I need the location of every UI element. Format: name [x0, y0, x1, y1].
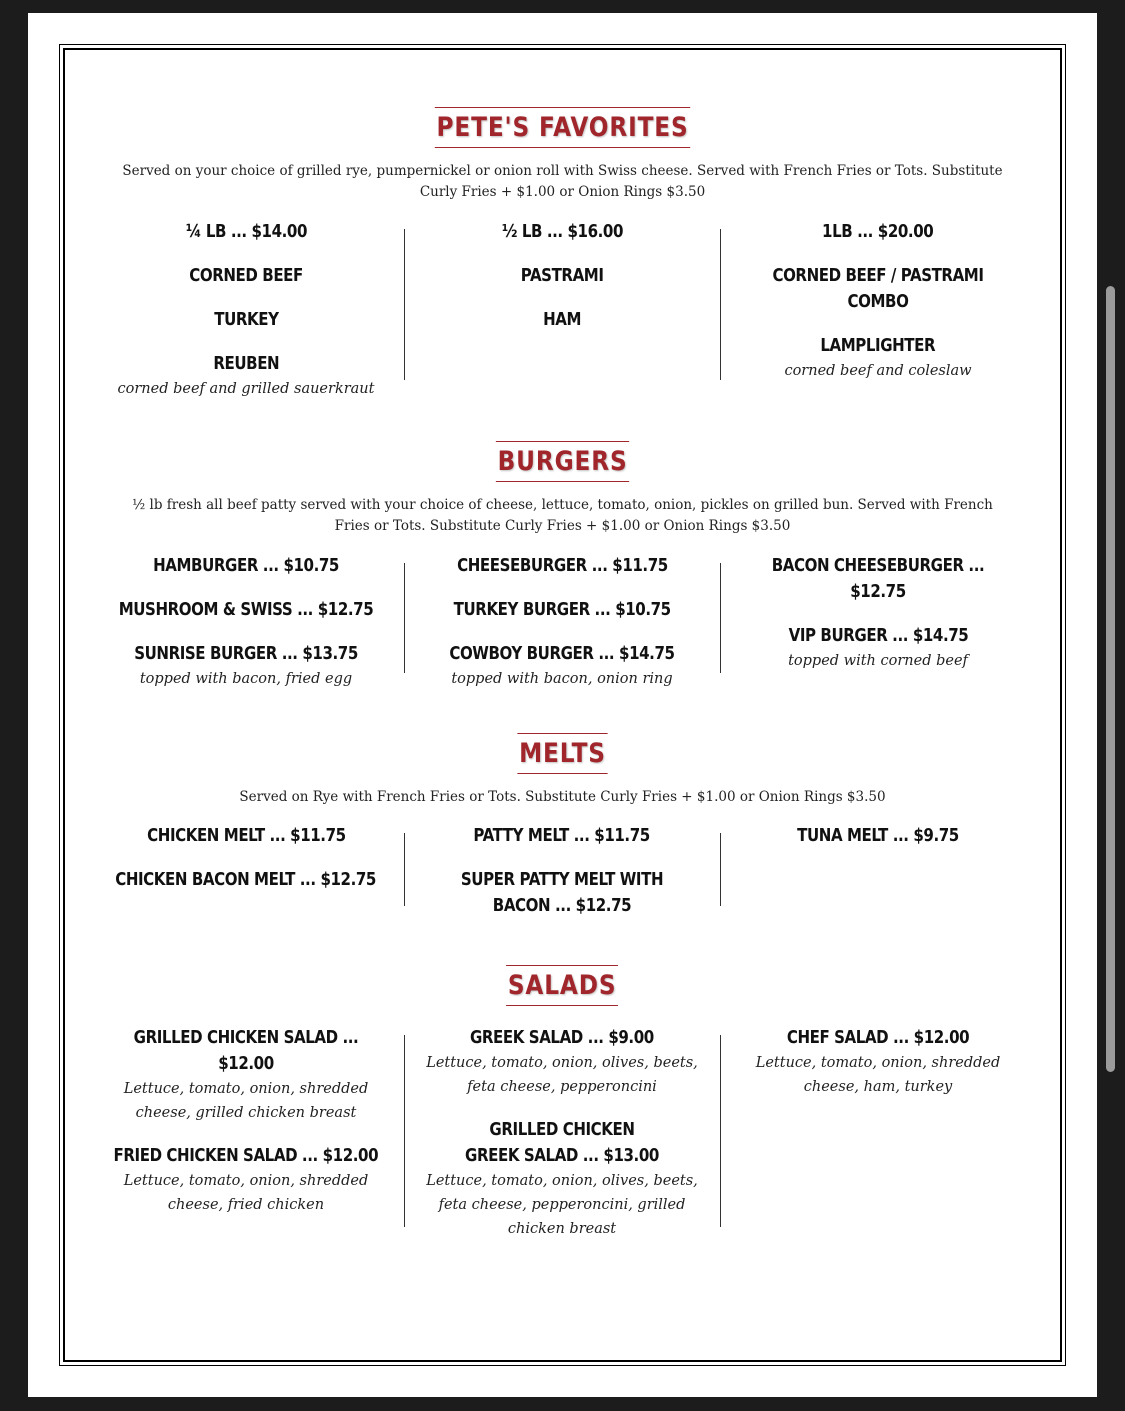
item-name: GRILLED CHICKEN GREEK SALAD ... $13.00 [465, 1120, 659, 1166]
menu-item [88, 263, 404, 289]
menu-item [88, 219, 404, 245]
section-heading: BURGERS [496, 441, 629, 482]
menu-column [720, 553, 1036, 709]
item-description: corned beef and coleslaw [784, 363, 972, 379]
menu-item [404, 307, 720, 333]
menu-item [88, 351, 404, 401]
section-burgers [28, 441, 1097, 687]
item-description: Lettuce, tomato, onion, shredded cheese, grilled chicken breast [123, 1081, 369, 1121]
menu-column [720, 219, 1036, 419]
section-heading: PETE'S FAVORITES [435, 107, 691, 148]
menu-item [404, 597, 720, 623]
section-heading: MELTS [517, 733, 607, 774]
menu-item [88, 1025, 404, 1125]
item-name: HAMBURGER ... $10.75 [153, 556, 339, 576]
menu-item [720, 623, 1036, 673]
item-description: Lettuce, tomato, onion, shredded cheese, ham, turkey [755, 1055, 1001, 1095]
menu-item [404, 1117, 720, 1241]
section-description: Served on Rye with French Fries or Tots. Substitute Curly Fries + $1.00 or Onion Rings $3.50 [239, 789, 886, 805]
section-petes-favorites [28, 107, 1097, 397]
item-name: COWBOY BURGER ... $14.75 [449, 644, 675, 664]
menu-item [404, 867, 720, 919]
section-description: Served on your choice of grilled rye, pumpernickel or onion roll with Swiss cheese. Served with French Fries or Tots. Substitute Curly Fries + $1.00 or Onion Rings $3.50 [122, 163, 1003, 200]
item-name: ¼ LB ... $14.00 [185, 222, 307, 242]
item-name: CHEF SALAD ... $12.00 [786, 1028, 970, 1048]
item-name: PATTY MELT ... $11.75 [473, 826, 651, 846]
item-description: topped with bacon, fried egg [139, 671, 353, 687]
item-name: MUSHROOM & SWISS ... $12.75 [118, 600, 374, 620]
menu-item [88, 641, 404, 691]
item-name: PASTRAMI [520, 266, 604, 286]
section-description: ½ lb fresh all beef patty served with your choice of cheese, lettuce, tomato, onion, pickles on grilled bun. Served with French Fries or Tots. Substitute Curly Fries + $1.00 or Onion Rings $3.50 [132, 497, 993, 534]
item-description: topped with corned beef [788, 653, 968, 669]
item-name: GREEK SALAD ... $9.00 [470, 1028, 654, 1048]
item-description: Lettuce, tomato, onion, olives, beets, feta cheese, pepperoncini, grilled chicken breast [426, 1173, 698, 1237]
vertical-scrollbar[interactable] [1106, 286, 1115, 1072]
item-columns [88, 1025, 1038, 1259]
item-name: CHEESEBURGER ... $11.75 [456, 556, 668, 576]
section-salads [28, 965, 1097, 1237]
menu-item [404, 553, 720, 579]
item-name: HAM [543, 310, 581, 330]
menu-item [88, 553, 404, 579]
item-description: topped with bacon, onion ring [451, 671, 673, 687]
item-name: BACON CHEESEBURGER ... $12.75 [771, 556, 985, 602]
menu-item [88, 597, 404, 623]
menu-item [720, 1025, 1036, 1099]
menu-column [720, 823, 1036, 937]
item-description: Lettuce, tomato, onion, olives, beets, feta cheese, pepperoncini [426, 1055, 698, 1095]
menu-column [404, 553, 720, 709]
menu-item [88, 307, 404, 333]
menu-item [720, 219, 1036, 245]
menu-item [720, 263, 1036, 315]
menu-item [404, 641, 720, 691]
menu-column [88, 823, 404, 937]
item-name: SUNRISE BURGER ... $13.75 [134, 644, 358, 664]
item-columns [88, 553, 1038, 709]
menu-item [404, 219, 720, 245]
item-name: FRIED CHICKEN SALAD ... $12.00 [113, 1146, 379, 1166]
menu-column [88, 553, 404, 709]
item-name: GRILLED CHICKEN SALAD ... $12.00 [133, 1028, 359, 1074]
menu-item [88, 867, 404, 893]
menu-column [88, 1025, 404, 1259]
item-name: TUNA MELT ... $9.75 [797, 826, 959, 846]
menu-item [720, 553, 1036, 605]
item-name: CORNED BEEF / PASTRAMI COMBO [772, 266, 984, 312]
item-name: CORNED BEEF [189, 266, 303, 286]
item-name: CHICKEN BACON MELT ... $12.75 [115, 870, 377, 890]
item-description: corned beef and grilled sauerkraut [117, 381, 375, 397]
section-melts [28, 733, 1097, 916]
menu-item [404, 823, 720, 849]
menu-item [404, 1025, 720, 1099]
menu-item [720, 333, 1036, 383]
item-name: SUPER PATTY MELT WITH BACON ... $12.75 [460, 870, 664, 916]
menu-column [404, 1025, 720, 1259]
menu-column [720, 1025, 1036, 1259]
item-description: Lettuce, tomato, onion, shredded cheese, fried chicken [123, 1173, 369, 1213]
item-name: REUBEN [213, 354, 279, 374]
item-name: ½ LB ... $16.00 [501, 222, 623, 242]
item-name: VIP BURGER ... $14.75 [788, 626, 968, 646]
menu-column [404, 219, 720, 419]
menu-page [28, 13, 1097, 1397]
item-name: TURKEY [213, 310, 279, 330]
menu-item [404, 263, 720, 289]
menu-item [720, 823, 1036, 849]
item-name: LAMPLIGHTER [820, 336, 936, 356]
item-name: CHICKEN MELT ... $11.75 [146, 826, 346, 846]
menu-item [88, 823, 404, 849]
menu-column [404, 823, 720, 937]
menu-column [88, 219, 404, 419]
menu-content [28, 13, 1097, 1397]
item-name: TURKEY BURGER ... $10.75 [453, 600, 671, 620]
item-name: 1LB ... $20.00 [822, 222, 934, 242]
section-heading: SALADS [506, 965, 618, 1006]
menu-item [88, 1143, 404, 1217]
item-columns [88, 219, 1038, 419]
item-columns [88, 823, 1038, 937]
